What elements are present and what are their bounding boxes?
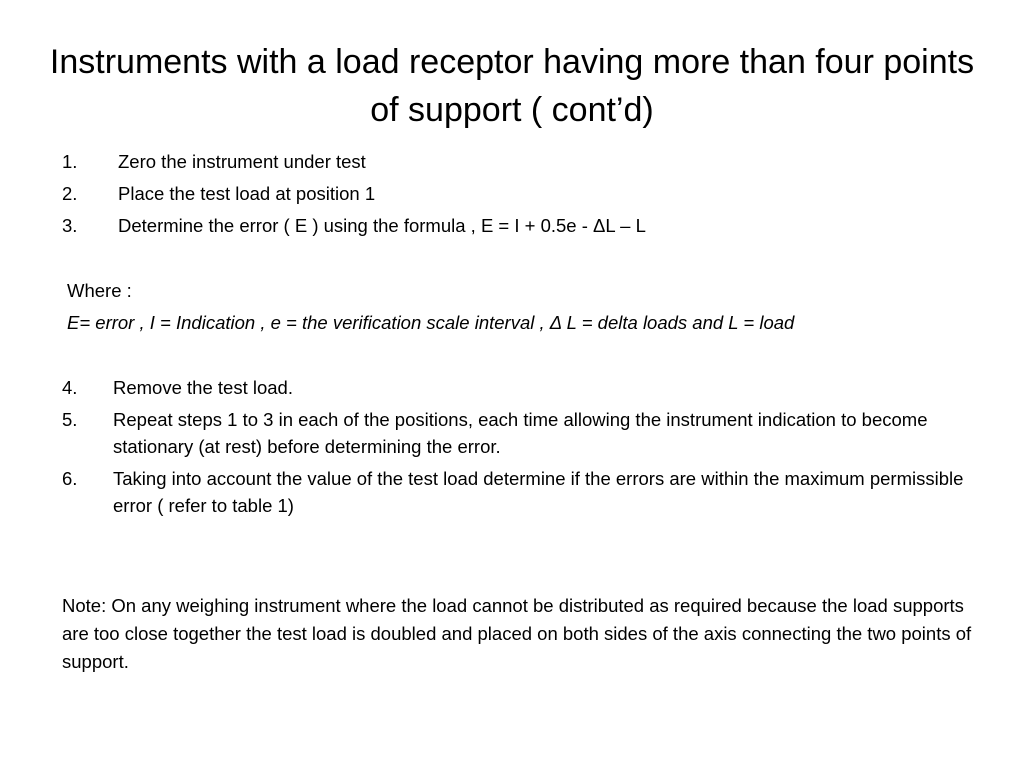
step-text: Determine the error ( E ) using the formula , E = I + 0.5e - ΔL – L <box>118 215 646 236</box>
step-item <box>62 465 972 519</box>
step-text: Place the test load at position 1 <box>118 183 376 204</box>
step-number: 3. <box>62 215 78 236</box>
step-number: 1. <box>62 151 78 172</box>
step-text: Zero the instrument under test <box>118 151 366 172</box>
step-item <box>62 180 972 207</box>
step-text: Remove the test load. <box>113 377 293 398</box>
step-number: 2. <box>62 183 78 204</box>
step-item <box>62 148 972 175</box>
step-item <box>62 212 972 239</box>
step-item <box>62 406 972 460</box>
step-number: 5. <box>62 409 78 430</box>
where-label: Where : <box>67 280 132 301</box>
step-text: Repeat steps 1 to 3 in each of the positions, each time allowing the instrument indication to become stationary (at rest) before determining the error. <box>113 409 928 457</box>
note-paragraph: Note: On any weighing instrument where the load cannot be distributed as required because the load supports are too close together the test load is doubled and placed on both sides of the axis connecting the two points of support. <box>62 595 972 672</box>
slide-body <box>62 148 972 519</box>
step-number: 4. <box>62 377 78 398</box>
step-text: Taking into account the value of the test load determine if the errors are within the maximum permissible error ( refer to table 1) <box>113 468 964 516</box>
slide-title: Instruments with a load receptor having more than four points of support ( cont’d) <box>49 43 975 129</box>
variable-definitions: E= error , I = Indication , e = the verification scale interval , Δ L = delta loads and L = load <box>67 312 795 333</box>
step-item <box>62 374 972 401</box>
step-number: 6. <box>62 468 78 489</box>
